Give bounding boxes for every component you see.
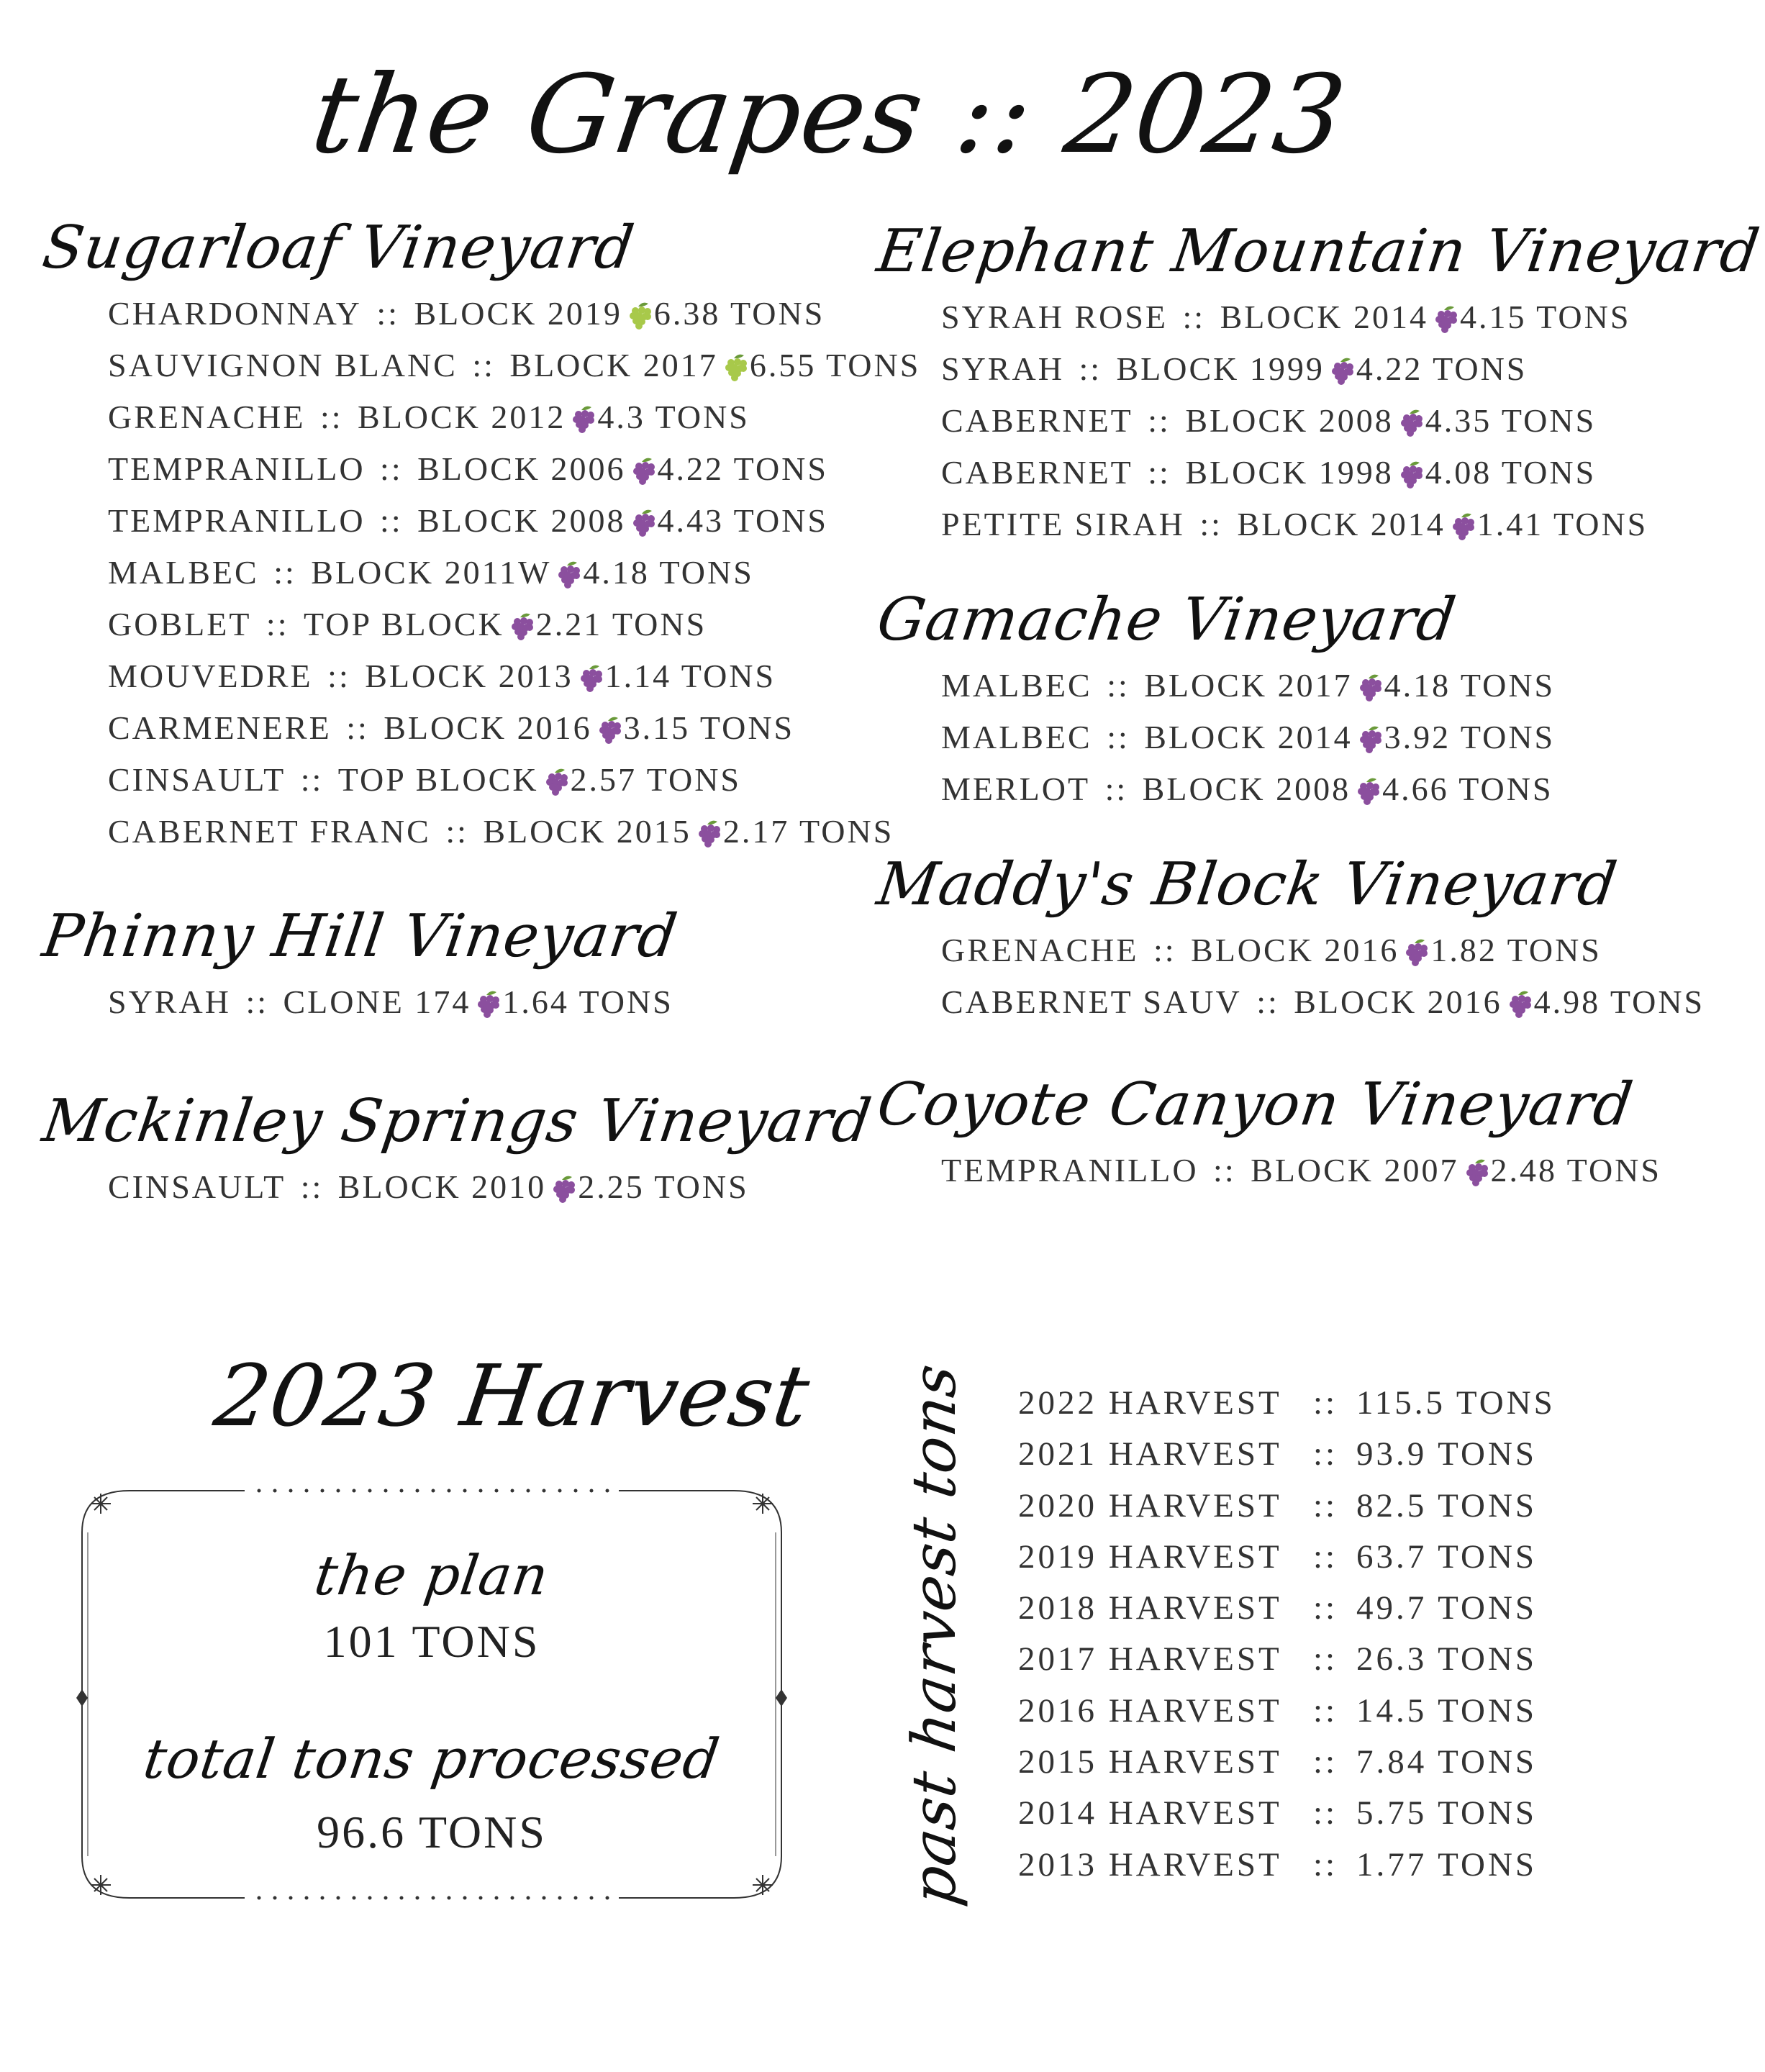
separator: :: xyxy=(1202,1152,1247,1189)
separator: :: xyxy=(1313,1845,1338,1884)
separator: :: xyxy=(263,554,307,591)
variety-list xyxy=(878,924,1705,1028)
tons-value: 1.41 TONS xyxy=(1476,506,1648,542)
processed-label: total tons processed xyxy=(140,1727,724,1791)
separator: :: xyxy=(1137,454,1181,491)
harvest-title: 2023 Harvest xyxy=(209,1346,816,1445)
variety-row xyxy=(108,443,856,495)
vineyard-section xyxy=(873,845,1705,1028)
variety-row xyxy=(108,288,856,340)
tons-value: 2.57 TONS xyxy=(570,761,742,798)
separator: :: xyxy=(255,606,299,642)
plan-value: 101 TONS xyxy=(323,1616,540,1667)
harvest-year: 2016 HARVEST xyxy=(1018,1691,1282,1730)
separator: :: xyxy=(1313,1435,1338,1473)
harvest-tons: 5.75 TONS xyxy=(1356,1794,1538,1832)
grape-cluster-icon xyxy=(1399,460,1424,491)
separator: :: xyxy=(317,658,361,694)
vineyard-heading: Maddy's Block Vineyard xyxy=(873,850,1622,919)
separator: :: xyxy=(1137,402,1181,439)
harvest-tons: 49.7 TONS xyxy=(1356,1589,1538,1627)
harvest-year: 2014 HARVEST xyxy=(1018,1794,1282,1832)
variety-row xyxy=(941,660,1641,712)
past-harvest-row xyxy=(1018,1634,1608,1685)
past-harvest-list xyxy=(1018,1378,1608,1891)
harvest-year: 2018 HARVEST xyxy=(1018,1589,1282,1627)
separator: :: xyxy=(369,450,414,487)
variety-name: PETITE SIRAH xyxy=(941,506,1185,542)
grape-cluster-icon xyxy=(632,508,656,540)
tons-value: 2.25 TONS xyxy=(578,1168,749,1205)
separator: :: xyxy=(1096,719,1140,755)
separator: :: xyxy=(1094,771,1138,807)
tons-value: 1.64 TONS xyxy=(502,983,673,1020)
separator: :: xyxy=(1313,1589,1338,1627)
tons-value: 1.14 TONS xyxy=(604,658,776,694)
vineyard-heading: Sugarloaf Vineyard xyxy=(38,214,639,282)
grape-cluster-icon xyxy=(1508,989,1533,1021)
variety-name: GRENACHE xyxy=(941,932,1139,968)
right-column xyxy=(873,212,1764,1196)
grape-cluster-icon xyxy=(1399,408,1424,440)
vineyard-heading: Elephant Mountain Vineyard xyxy=(873,217,1764,286)
block-name: BLOCK 1998 xyxy=(1185,454,1394,491)
vineyard-section xyxy=(38,1082,876,1213)
variety-name: GOBLET xyxy=(108,606,252,642)
harvest-tons: 26.3 TONS xyxy=(1356,1640,1538,1678)
grape-cluster-icon xyxy=(1330,356,1355,388)
harvest-year: 2021 HARVEST xyxy=(1018,1435,1282,1473)
grape-cluster-icon xyxy=(579,663,604,695)
tons-value: 4.22 TONS xyxy=(657,450,828,487)
harvest-tons: 1.77 TONS xyxy=(1356,1845,1538,1884)
tons-value: 4.35 TONS xyxy=(1425,402,1597,439)
block-name: BLOCK 2012 xyxy=(358,399,566,435)
grape-cluster-icon xyxy=(1451,512,1476,543)
variety-row xyxy=(108,976,856,1028)
block-name: BLOCK 2007 xyxy=(1251,1152,1459,1189)
grape-cluster-icon xyxy=(632,456,656,488)
grape-cluster-icon xyxy=(1358,673,1383,704)
harvest-year: 2015 HARVEST xyxy=(1018,1743,1282,1781)
grape-cluster-icon xyxy=(1405,937,1429,969)
variety-row xyxy=(108,495,856,547)
variety-row xyxy=(941,924,1641,976)
variety-name: CABERNET SAUV xyxy=(941,983,1242,1020)
variety-name: TEMPRANILLO xyxy=(108,502,366,539)
variety-name: MALBEC xyxy=(941,719,1092,755)
separator: :: xyxy=(1313,1537,1338,1576)
variety-list xyxy=(43,1161,856,1213)
vineyard-heading: Gamache Vineyard xyxy=(873,586,1461,654)
separator: :: xyxy=(1189,506,1233,542)
grape-cluster-icon xyxy=(598,715,622,747)
page-title: the Grapes :: 2023 xyxy=(304,53,1353,178)
variety-name: CABERNET xyxy=(941,402,1133,439)
vineyard-heading: Coyote Canyon Vineyard xyxy=(873,1071,1638,1139)
variety-name: SYRAH ROSE xyxy=(941,299,1169,335)
block-name: BLOCK 2010 xyxy=(337,1168,547,1205)
tons-value: 3.15 TONS xyxy=(623,709,795,746)
variety-name: SYRAH xyxy=(108,983,231,1020)
variety-row xyxy=(941,1145,1661,1196)
separator: :: xyxy=(235,983,279,1020)
variety-name: MALBEC xyxy=(941,667,1092,704)
block-name: BLOCK 2008 xyxy=(1142,771,1351,807)
vineyard-section xyxy=(38,209,921,858)
grape-cluster-icon xyxy=(1465,1158,1489,1189)
separator: :: xyxy=(1313,1743,1338,1781)
separator: :: xyxy=(435,813,479,850)
separator: :: xyxy=(1143,932,1187,968)
variety-name: GRENACHE xyxy=(108,399,306,435)
block-name: BLOCK 2016 xyxy=(1294,983,1502,1020)
variety-row xyxy=(108,599,856,650)
variety-name: CINSAULT xyxy=(108,1168,286,1205)
variety-row xyxy=(108,391,856,443)
variety-list xyxy=(878,1145,1661,1196)
variety-row xyxy=(941,343,1641,395)
harvest-frame xyxy=(79,1482,784,1907)
grape-cluster-icon xyxy=(628,301,653,332)
variety-name: CABERNET FRANC xyxy=(108,813,431,850)
past-harvest-label: past harvest tons xyxy=(899,1359,969,1909)
block-name: BLOCK 2006 xyxy=(417,450,626,487)
tons-value: 4.98 TONS xyxy=(1533,983,1705,1020)
harvest-year: 2022 HARVEST xyxy=(1018,1384,1282,1422)
tons-value: 4.15 TONS xyxy=(1459,299,1631,335)
processed-value: 96.6 TONS xyxy=(317,1807,547,1858)
separator: :: xyxy=(1172,299,1216,335)
grape-cluster-icon xyxy=(1358,724,1383,756)
variety-name: CINSAULT xyxy=(108,761,286,798)
variety-name: MERLOT xyxy=(941,771,1091,807)
block-name: BLOCK 2014 xyxy=(1220,299,1428,335)
tons-value: 2.21 TONS xyxy=(535,606,707,642)
tons-value: 4.18 TONS xyxy=(1384,667,1556,704)
separator: :: xyxy=(1313,1794,1338,1832)
tons-value: 4.18 TONS xyxy=(583,554,754,591)
separator: :: xyxy=(366,295,410,332)
block-name: BLOCK 2014 xyxy=(1144,719,1353,755)
variety-row xyxy=(941,395,1641,447)
grape-cluster-icon xyxy=(557,560,581,591)
vineyard-heading: Phinny Hill Vineyard xyxy=(38,902,682,971)
variety-row xyxy=(941,447,1641,499)
block-name: BLOCK 2017 xyxy=(1144,667,1353,704)
variety-row xyxy=(108,806,894,858)
separator: :: xyxy=(1068,350,1112,387)
past-harvest-row xyxy=(1018,1686,1608,1737)
block-name: TOP BLOCK xyxy=(337,761,539,798)
plan-label: the plan xyxy=(310,1543,553,1607)
variety-name: MALBEC xyxy=(108,554,259,591)
variety-name: MOUVEDRE xyxy=(108,658,313,694)
tons-value: 2.48 TONS xyxy=(1490,1152,1661,1189)
variety-row xyxy=(108,754,856,806)
variety-list xyxy=(43,288,921,858)
block-name: BLOCK 2015 xyxy=(483,813,691,850)
grape-cluster-icon xyxy=(697,819,722,850)
harvest-tons: 82.5 TONS xyxy=(1356,1486,1538,1525)
block-name: TOP BLOCK xyxy=(303,606,504,642)
harvest-year: 2020 HARVEST xyxy=(1018,1486,1282,1525)
variety-name: TEMPRANILLO xyxy=(941,1152,1199,1189)
separator: :: xyxy=(309,399,354,435)
left-column xyxy=(38,209,921,1213)
separator: :: xyxy=(290,761,334,798)
separator: :: xyxy=(369,502,414,539)
tons-value: 4.22 TONS xyxy=(1356,350,1528,387)
vineyard-section xyxy=(38,897,856,1028)
separator: :: xyxy=(1313,1640,1338,1678)
variety-row xyxy=(108,650,856,702)
variety-name: TEMPRANILLO xyxy=(108,450,366,487)
tons-value: 6.55 TONS xyxy=(749,347,921,383)
harvest-year: 2019 HARVEST xyxy=(1018,1537,1282,1576)
variety-row xyxy=(941,976,1705,1028)
grape-cluster-icon xyxy=(571,404,596,436)
variety-row xyxy=(108,340,921,391)
past-harvest-row xyxy=(1018,1532,1608,1583)
harvest-year: 2013 HARVEST xyxy=(1018,1845,1282,1884)
separator: :: xyxy=(1313,1691,1338,1730)
grape-cluster-icon xyxy=(545,767,569,799)
variety-row xyxy=(108,702,856,754)
separator: :: xyxy=(1313,1384,1338,1422)
block-name: BLOCK 2016 xyxy=(1191,932,1399,968)
tons-value: 6.38 TONS xyxy=(653,295,825,332)
harvest-tons: 115.5 TONS xyxy=(1356,1384,1556,1422)
past-harvest-row xyxy=(1018,1378,1608,1429)
tons-value: 4.3 TONS xyxy=(597,399,750,435)
past-harvest-row xyxy=(1018,1840,1608,1891)
harvest-tons: 63.7 TONS xyxy=(1356,1537,1538,1576)
past-harvest-row xyxy=(1018,1737,1608,1788)
separator: :: xyxy=(1246,983,1290,1020)
harvest-tons: 7.84 TONS xyxy=(1356,1743,1538,1781)
separator: :: xyxy=(290,1168,334,1205)
variety-name: SAUVIGNON BLANC xyxy=(108,347,458,383)
variety-row xyxy=(108,547,856,599)
vineyard-section xyxy=(873,1065,1661,1196)
separator: :: xyxy=(1313,1486,1338,1525)
vineyard-section xyxy=(873,581,1641,815)
grape-cluster-icon xyxy=(724,353,748,384)
variety-name: CARMENERE xyxy=(108,709,332,746)
block-name: BLOCK 2014 xyxy=(1237,506,1446,542)
variety-row xyxy=(941,712,1641,763)
past-harvest-row xyxy=(1018,1788,1608,1839)
harvest-year: 2017 HARVEST xyxy=(1018,1640,1282,1678)
past-harvest-row xyxy=(1018,1429,1608,1480)
variety-name: CHARDONNAY xyxy=(108,295,362,332)
tons-value: 3.92 TONS xyxy=(1384,719,1556,755)
grape-cluster-icon xyxy=(476,989,501,1021)
variety-name: CABERNET xyxy=(941,454,1133,491)
harvest-tons: 93.9 TONS xyxy=(1356,1435,1538,1473)
variety-list xyxy=(878,291,1648,550)
variety-row xyxy=(941,499,1648,550)
harvest-tons: 14.5 TONS xyxy=(1356,1691,1538,1730)
block-name: BLOCK 2011W xyxy=(311,554,552,591)
vineyard-heading: Mckinley Springs Vineyard xyxy=(38,1087,876,1155)
variety-row xyxy=(108,1161,856,1213)
grape-cluster-icon xyxy=(1356,776,1381,808)
past-harvest-row xyxy=(1018,1481,1608,1532)
grape-cluster-icon xyxy=(510,612,535,643)
variety-name: SYRAH xyxy=(941,350,1064,387)
block-name: CLONE 174 xyxy=(283,983,471,1020)
variety-row xyxy=(941,291,1641,343)
block-name: BLOCK 2017 xyxy=(509,347,718,383)
tons-value: 4.43 TONS xyxy=(657,502,828,539)
tons-value: 2.17 TONS xyxy=(722,813,894,850)
past-harvest-row xyxy=(1018,1583,1608,1634)
variety-list xyxy=(878,660,1641,815)
block-name: BLOCK 2016 xyxy=(384,709,592,746)
block-name: BLOCK 2013 xyxy=(365,658,573,694)
separator: :: xyxy=(335,709,380,746)
separator: :: xyxy=(1096,667,1140,704)
variety-row xyxy=(941,763,1641,815)
vineyard-section xyxy=(873,212,1764,550)
grape-cluster-icon xyxy=(552,1174,576,1206)
block-name: BLOCK 2008 xyxy=(1185,402,1394,439)
separator: :: xyxy=(461,347,506,383)
tons-value: 4.08 TONS xyxy=(1425,454,1597,491)
variety-list xyxy=(43,976,856,1028)
block-name: BLOCK 1999 xyxy=(1116,350,1325,387)
tons-value: 4.66 TONS xyxy=(1382,771,1553,807)
block-name: BLOCK 2008 xyxy=(417,502,626,539)
block-name: BLOCK 2019 xyxy=(414,295,622,332)
grape-cluster-icon xyxy=(1434,304,1458,336)
tons-value: 1.82 TONS xyxy=(1430,932,1602,968)
